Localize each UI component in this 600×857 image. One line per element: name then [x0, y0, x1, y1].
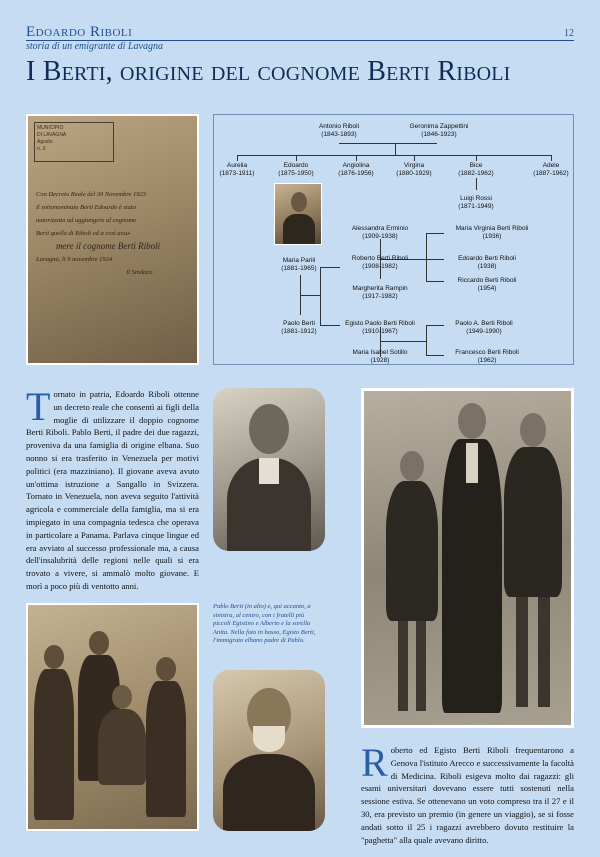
- tree-line: [426, 325, 444, 326]
- tree-line: [380, 341, 426, 342]
- portrait-body-shape: [223, 754, 315, 831]
- article-text-2: [361, 740, 574, 846]
- tree-line: [356, 155, 357, 161]
- doc-line: Berti quello di Riboli ed a così assu-: [36, 230, 132, 237]
- article-body-2: oberto ed Egisto Berti Riboli frequentarono a Genova l'istituto Arecco e successivamente la facoltà di Medicina. Riboli esigeva molto dai ragazzi: gli esami universitari dovevano essere tutti sostenuti nella sessione estiva. Se ottenevano un voto compreso tra il 27 e il 30, era previsto un premio (in genere un viaggio), se si fosse andati sotto il 25 i ragazzi avrebbero dovuto restituire la "paghetta" alla quale avevano diritto.: [361, 745, 574, 845]
- tree-node-edoardo-br: Edoardo Berti Riboli (1938): [458, 255, 516, 270]
- tree-line: [426, 355, 444, 356]
- article-body-1: ornato in patria, Edoardo Riboli ottenne un decreto reale che consentì ai figli della moglie di utilizzare il doppio cognome Berti Riboli. Pablo Berti, il padre dei due ragazzi, proveniva da una famiglia di origine elbana. Suo nonno si era trasferito in Venezuela per motivi politici (era mazziniano). Il giovane aveva avuto un'ottima istruzione a Sangallo in Svizzera. Tornato in Venezuela, non aveva seguito l'attività agricola e commerciale della famiglia, ma si era impiegato in una compagnia tedesca che operava in particolare a Panama. Parlava cinque lingue ed era avviato al successo professionale ma, a causa dell'insalubrità delle regioni nelle quali si era trovato a vivere, si ammalò molto giovane. E morì a poco più di ventotto anni.: [26, 389, 199, 591]
- tree-node-geronima: Geronima Zappettini (1846-1923): [409, 123, 469, 138]
- stamp-line: DI LAVAGNA: [37, 132, 67, 138]
- tree-node-maria-parili: Maria Parili (1881-1965): [281, 257, 317, 272]
- document-stamp: [34, 122, 114, 162]
- page-number: 12: [564, 28, 574, 39]
- children-group-photo: [26, 603, 199, 831]
- tree-line: [426, 259, 444, 260]
- drop-cap: T: [26, 384, 51, 429]
- tree-node-angiolina: Angiolina (1876-1956): [338, 162, 374, 177]
- tree-node-egisto: Egisto Paolo Berti Riboli (1910-1967): [345, 320, 415, 335]
- portrait-head-shape: [249, 404, 289, 454]
- tree-node-virgina: Virgina (1880-1929): [396, 162, 432, 177]
- photo-child-4: [146, 657, 186, 817]
- doc-line: Lavagna, li 9 novembre 1924: [36, 256, 113, 263]
- tree-node-bice: Bice (1882-1962): [458, 162, 494, 177]
- tree-node-maria-isabel: Maria Isabel Sotillo (1928): [352, 349, 408, 364]
- tree-line: [426, 233, 427, 281]
- tree-line: [426, 325, 427, 355]
- tree-line: [237, 155, 238, 161]
- tree-line: [339, 143, 437, 144]
- tree-line: [300, 295, 320, 296]
- doc-line: mere il cognome Berti Riboli: [56, 241, 161, 251]
- family-tree: [213, 114, 574, 365]
- tree-node-francesco: Francesco Berti Riboli (1962): [455, 349, 519, 364]
- tree-line: [296, 155, 297, 161]
- edoardo-portrait: [274, 183, 322, 245]
- tree-line: [426, 233, 444, 234]
- tree-line: [320, 267, 321, 325]
- tree-line: [237, 155, 551, 156]
- tree-line: [476, 178, 477, 190]
- tree-node-maria-virginia: Maria Virginia Berti Riboli (1936): [455, 225, 529, 240]
- photo-caption: Pablo Berti (in alto) e, qui accanto, a sinistra, al centro, con i fratelli più piccoli Egistino e Alberto e la sorella Anita. Nella foto in basso, Egisto Berti, l'immigrato elbano padre di Pablo.: [213, 603, 316, 645]
- tree-node-riccardo: Riccardo Berti Riboli (1954): [457, 277, 517, 292]
- egisto-portrait: [213, 670, 325, 831]
- tree-node-roberto: Roberto Berti Riboli (1908-1982): [351, 255, 409, 270]
- stamp-line: MUNICIPIO: [37, 125, 64, 131]
- photo-figure-center: [442, 403, 502, 713]
- article-text-1: [26, 384, 199, 593]
- tree-line: [426, 281, 444, 282]
- page-title: I Berti, origine del cognome Berti Riboli: [26, 56, 511, 87]
- stamp-line: Agosto: [37, 139, 53, 145]
- tree-node-margherita: Margherita Rampin (1917-1982): [352, 285, 408, 300]
- header-subtitle: storia di un emigrante di Lavagna: [26, 41, 163, 52]
- doc-line: il sottonominato Berti Edoardo è stato: [36, 204, 136, 211]
- photo-child-1: [34, 645, 74, 820]
- brothers-group-photo: [361, 388, 574, 728]
- tree-line: [476, 155, 477, 161]
- portrait-beard-shape: [253, 726, 285, 752]
- tree-node-alessandra: Alessandra Erminio (1909-1938): [351, 225, 409, 240]
- drop-cap: R: [361, 740, 388, 785]
- tree-node-aurelia: Aurelia (1873-1911): [219, 162, 255, 177]
- photo-figure-right: [504, 413, 562, 713]
- stamp-line: n. 3: [37, 146, 46, 152]
- portrait-collar-shape: [259, 458, 279, 484]
- tree-node-paolo: Paolo Berti (1881-1912): [281, 320, 317, 335]
- doc-line: autorizzato ad aggiungere al cognome: [36, 217, 137, 224]
- doc-line: Il Sindaco: [126, 269, 153, 276]
- tree-line: [395, 143, 396, 155]
- photo-figure-left: [386, 451, 438, 721]
- header-author: Edoardo Riboli: [26, 24, 133, 40]
- tree-node-edoardo: Edoardo (1875-1950): [278, 162, 314, 177]
- tree-node-luigi: Luigi Rossi (1871-1949): [458, 195, 494, 210]
- portrait-body-shape: [283, 214, 315, 245]
- tree-node-antonio: Antonio Riboli (1843-1893): [318, 123, 360, 138]
- tree-node-adele: Adele (1887-1962): [533, 162, 569, 177]
- pablo-portrait: [213, 388, 325, 551]
- tree-line: [551, 155, 552, 161]
- document-handwriting: [36, 188, 194, 279]
- portrait-head-shape: [291, 192, 307, 212]
- tree-line: [414, 155, 415, 161]
- tree-node-paolo-a: Paolo A. Berti Riboli (1949-1990): [455, 320, 513, 335]
- photo-child-3: [98, 685, 146, 785]
- document-photo: [26, 114, 199, 365]
- doc-line: Con Decreto Reale del 30 Novembre 1923: [36, 191, 146, 198]
